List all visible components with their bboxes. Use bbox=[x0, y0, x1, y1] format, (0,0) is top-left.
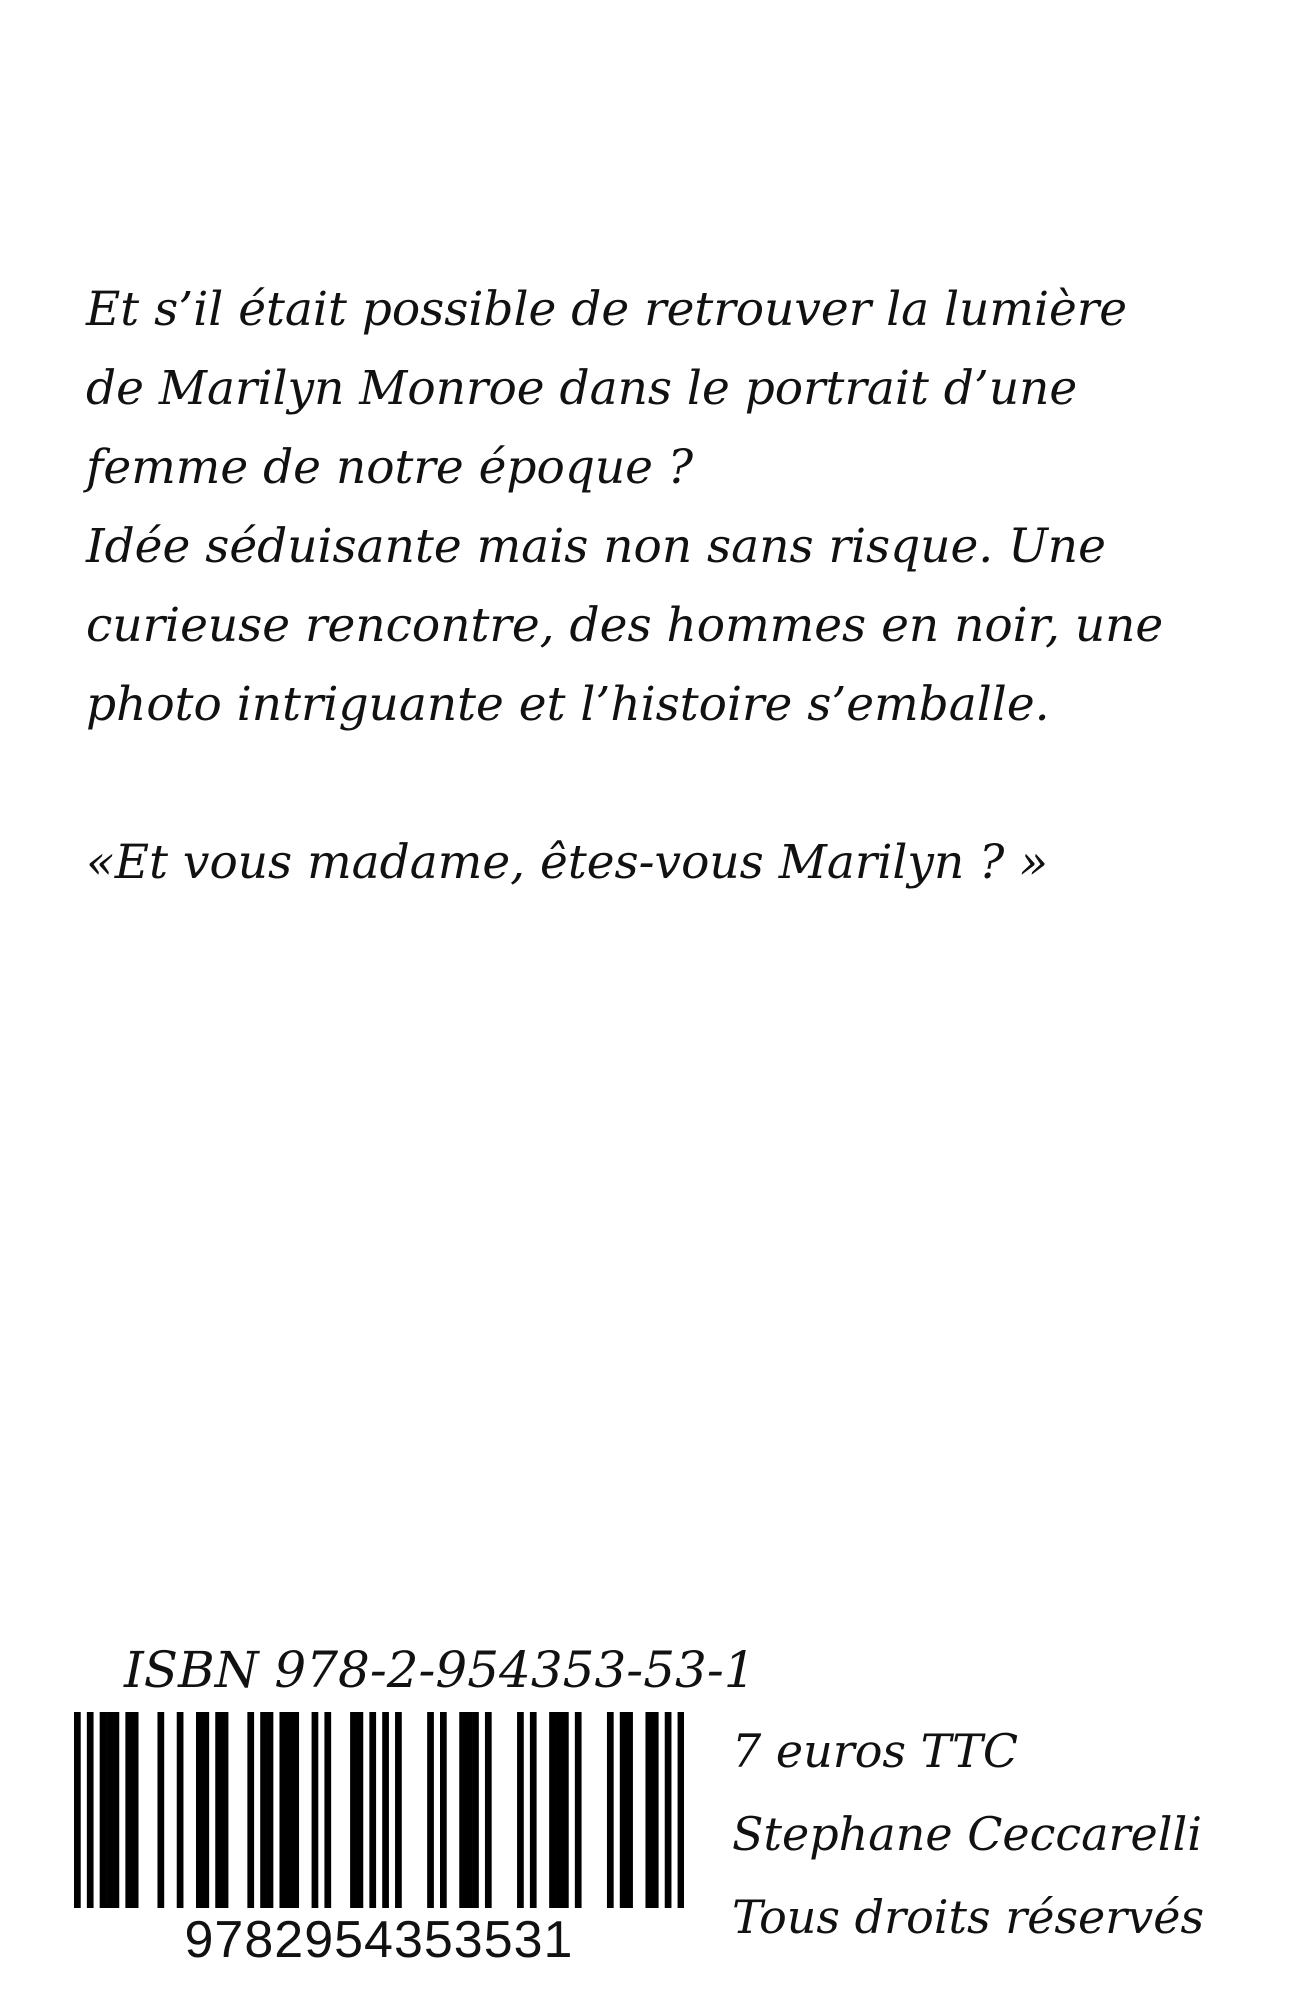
barcode-bar bbox=[87, 1712, 94, 1912]
barcode-bar bbox=[382, 1712, 389, 1912]
barcode-bar bbox=[267, 1712, 274, 1912]
barcode-bar bbox=[222, 1712, 229, 1912]
barcode-bar bbox=[113, 1712, 120, 1912]
blurb-line-6: photo intriguante et l’histoire s’emballe. bbox=[86, 677, 1050, 732]
barcode-bar bbox=[215, 1712, 222, 1912]
blurb-line-3: femme de notre époque ? bbox=[86, 440, 694, 495]
barcode-bar bbox=[427, 1712, 434, 1912]
barcode-bar bbox=[485, 1712, 492, 1912]
barcode-bars bbox=[74, 1712, 684, 1912]
barcode-bar bbox=[157, 1712, 164, 1912]
barcode-digits: 9782954353531 bbox=[74, 1908, 684, 1972]
barcode-bar bbox=[620, 1712, 627, 1912]
barcode-bar bbox=[202, 1712, 209, 1912]
barcode-bar bbox=[74, 1712, 81, 1912]
barcode-bar bbox=[260, 1712, 267, 1912]
barcode-bar bbox=[440, 1712, 447, 1912]
barcode-bar bbox=[132, 1712, 139, 1912]
barcode-bar bbox=[549, 1712, 556, 1912]
blurb-spacer bbox=[86, 744, 1236, 823]
barcode-bar bbox=[562, 1712, 569, 1912]
barcode-bar bbox=[100, 1712, 107, 1912]
barcode-bar bbox=[645, 1712, 652, 1912]
blurb-line-2: de Marilyn Monroe dans le portrait d’une bbox=[86, 361, 1078, 416]
back-cover-blurb bbox=[86, 270, 1236, 902]
barcode-bar bbox=[459, 1712, 466, 1912]
barcode-bar bbox=[665, 1712, 672, 1912]
barcode-bar bbox=[196, 1712, 203, 1912]
barcode-bar bbox=[626, 1712, 633, 1912]
barcode-bar bbox=[286, 1712, 293, 1912]
barcode-bar bbox=[312, 1712, 319, 1912]
barcode-bar bbox=[530, 1712, 537, 1912]
barcode-bar bbox=[678, 1712, 684, 1912]
blurb-quote: «Et vous madame, êtes-vous Marilyn ? » bbox=[86, 835, 1049, 890]
barcode-bar bbox=[556, 1712, 563, 1912]
barcode-bar bbox=[607, 1712, 614, 1912]
barcode-bar bbox=[125, 1712, 132, 1912]
rights-text: Tous droits réservés bbox=[732, 1890, 1205, 1944]
barcode-bar bbox=[369, 1712, 376, 1912]
barcode-bar bbox=[395, 1712, 402, 1912]
blurb-line-1: Et s’il était possible de retrouver la lumière bbox=[86, 282, 1128, 337]
barcode-bar bbox=[177, 1712, 184, 1912]
blurb-line-5: curieuse rencontre, des hommes en noir, une bbox=[86, 598, 1164, 653]
price-text: 7 euros TTC bbox=[732, 1724, 1019, 1778]
isbn-label: ISBN 978-2-954353-53-1 bbox=[124, 1641, 756, 1699]
barcode-bar bbox=[279, 1712, 286, 1912]
barcode-bar bbox=[247, 1712, 254, 1912]
barcode-bar bbox=[292, 1712, 299, 1912]
barcode-bar bbox=[517, 1712, 524, 1912]
author-name: Stephane Ceccarelli bbox=[732, 1807, 1202, 1861]
barcode-bar bbox=[472, 1712, 479, 1912]
barcode-bar bbox=[106, 1712, 113, 1912]
imprint-block bbox=[732, 1710, 1204, 1959]
barcode-bar bbox=[575, 1712, 582, 1912]
barcode-bar bbox=[350, 1712, 357, 1912]
barcode-bar bbox=[324, 1712, 331, 1912]
barcode-bar bbox=[466, 1712, 473, 1912]
barcode-bar bbox=[652, 1712, 659, 1912]
blurb-line-4: Idée séduisante mais non sans risque. Une bbox=[86, 519, 1106, 574]
barcode-bar bbox=[357, 1712, 364, 1912]
